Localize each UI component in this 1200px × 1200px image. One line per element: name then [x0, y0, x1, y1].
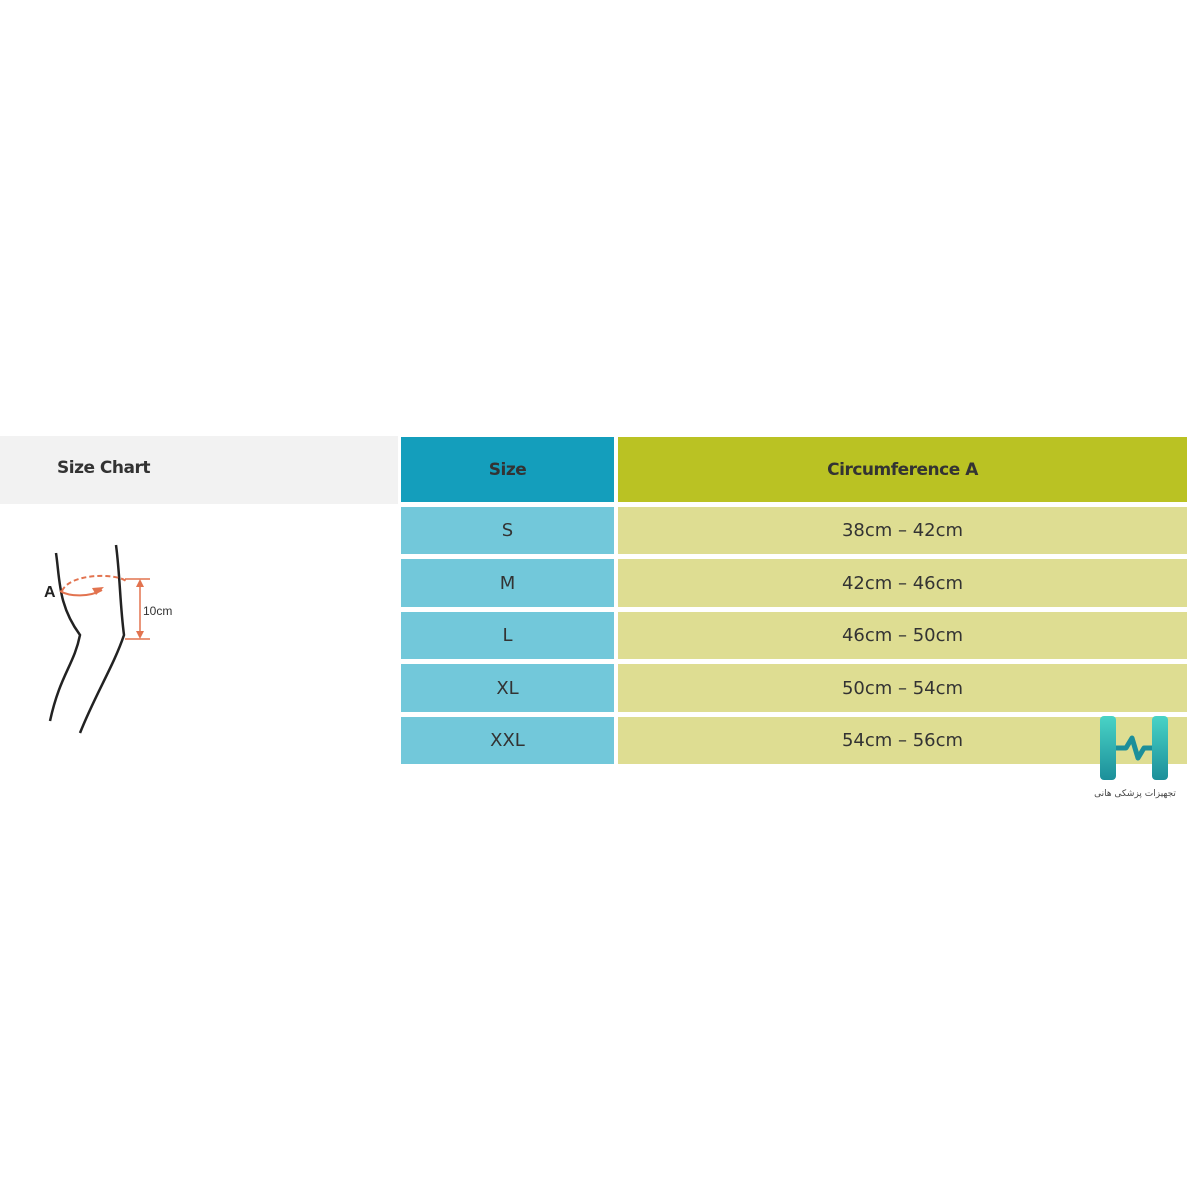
- header-size-cell: [401, 437, 614, 502]
- circumference-value: 38cm – 42cm: [841, 520, 964, 541]
- measure-arrow-up: [136, 579, 144, 587]
- diagram-measure-label: 10cm: [143, 604, 173, 618]
- table-row-circumference-cell: [618, 507, 1187, 554]
- circumference-value: 50cm – 54cm: [841, 677, 964, 699]
- logo-pulse-line: [1116, 738, 1152, 758]
- measure-arrow-down: [136, 631, 144, 639]
- brand-logo-watermark: [1080, 708, 1190, 803]
- knee-measurement-diagram: [30, 535, 200, 745]
- header-size-label: Size: [488, 459, 527, 480]
- leg-front-outline: [80, 545, 124, 733]
- size-value: XL: [496, 677, 519, 699]
- table-row-size-cell: [401, 612, 614, 659]
- table-row-circumference-cell: [618, 559, 1187, 607]
- table-row-size-cell: [401, 717, 614, 764]
- size-chart-title: Size Chart: [57, 458, 150, 478]
- header-circumference-label: Circumference A: [827, 459, 978, 480]
- table-row-size-cell: [401, 664, 614, 712]
- size-value: L: [502, 625, 513, 646]
- size-value: M: [499, 572, 516, 594]
- table-row-circumference-cell: [618, 612, 1187, 659]
- table-row-size-cell: [401, 559, 614, 607]
- table-row-circumference-cell: [618, 664, 1187, 712]
- size-chart-header-box: [0, 436, 398, 504]
- logo-left-bar: [1100, 716, 1116, 780]
- logo-text: تجهیزات پزشکی هانی: [1094, 789, 1176, 799]
- leg-back-outline: [50, 553, 80, 721]
- circumference-value: 54cm – 56cm: [841, 730, 964, 751]
- size-value: XXL: [490, 730, 525, 751]
- circumference-value: 46cm – 50cm: [841, 625, 964, 646]
- diagram-point-label: A: [44, 584, 56, 601]
- circumference-value: 42cm – 46cm: [841, 572, 964, 594]
- logo-right-bar: [1152, 716, 1168, 780]
- size-value: S: [501, 520, 514, 541]
- header-circumference-cell: [618, 437, 1187, 502]
- table-row-size-cell: [401, 507, 614, 554]
